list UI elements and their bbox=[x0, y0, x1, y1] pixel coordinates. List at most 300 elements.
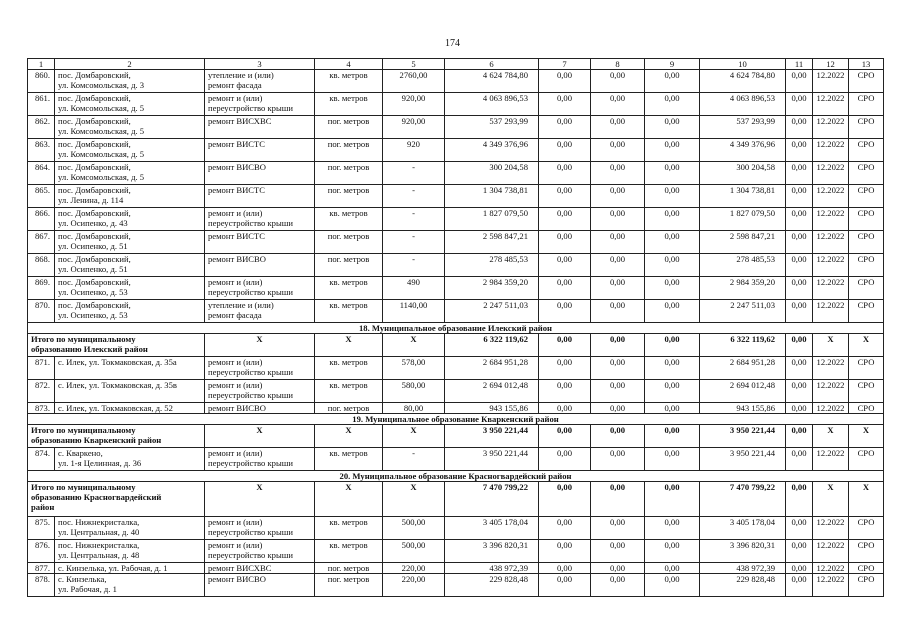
work-line: переустройство крыши bbox=[208, 367, 293, 377]
work-line: ремонт и (или) bbox=[208, 448, 263, 458]
funding-cell: 300 204,58 bbox=[700, 162, 786, 185]
funding-cell: 4 349 376,96 bbox=[700, 139, 786, 162]
cost-total-cell: 4 349 376,96 bbox=[445, 139, 539, 162]
unit-cell: кв. метров bbox=[315, 380, 383, 403]
work-line: переустройство крыши bbox=[208, 287, 293, 297]
work-line: ремонт и (или) bbox=[208, 380, 263, 390]
value-cell: 0,00 bbox=[645, 231, 700, 254]
deadline-cell: X bbox=[813, 334, 849, 357]
deadline-cell: 12.2022 bbox=[813, 448, 849, 471]
table-row bbox=[28, 540, 884, 563]
cost-total-cell: 2 247 511,03 bbox=[445, 300, 539, 323]
cost-total-cell: 2 684 951,28 bbox=[445, 357, 539, 380]
value-cell: 0,00 bbox=[539, 185, 591, 208]
unit-cell: пог. метров bbox=[315, 185, 383, 208]
value-cell: 0,00 bbox=[786, 380, 813, 403]
quantity-cell: 490 bbox=[383, 277, 445, 300]
value-cell: 0,00 bbox=[786, 482, 813, 517]
value-cell: 0,00 bbox=[539, 403, 591, 414]
addr-line: с. Илек, ул. Токмаковская, д. 52 bbox=[58, 403, 173, 413]
value-cell: 0,00 bbox=[645, 425, 700, 448]
work-line: переустройство крыши bbox=[208, 550, 293, 560]
work-type-cell bbox=[205, 540, 315, 563]
cost-total-cell: 3 950 221,44 bbox=[445, 448, 539, 471]
value-cell: 0,00 bbox=[645, 208, 700, 231]
deadline-cell: 12.2022 bbox=[813, 403, 849, 414]
value-cell: 0,00 bbox=[591, 517, 645, 540]
work-line: ремонт и (или) bbox=[208, 208, 263, 218]
subtotal-row bbox=[28, 482, 884, 517]
cost-total-cell: 6 322 119,62 bbox=[445, 334, 539, 357]
item-number: 863. bbox=[28, 139, 55, 162]
value-cell: 0,00 bbox=[539, 540, 591, 563]
contractor-cell: X bbox=[849, 334, 884, 357]
addr-line: пос. Домбаровский, bbox=[58, 185, 131, 195]
contractor-cell: X bbox=[849, 425, 884, 448]
addr-line: ул. Центральная, д. 48 bbox=[58, 550, 140, 560]
quantity-cell: X bbox=[383, 482, 445, 517]
address-cell bbox=[55, 70, 205, 93]
funding-cell: 2 247 511,03 bbox=[700, 300, 786, 323]
addr-line: Итого по муниципальному bbox=[31, 425, 136, 435]
table-row bbox=[28, 517, 884, 540]
header-cell: 4 bbox=[315, 59, 383, 70]
work-type-cell bbox=[205, 334, 315, 357]
work-line: ремонт ВИСВО bbox=[208, 403, 266, 413]
work-line: ремонт фасада bbox=[208, 310, 262, 320]
work-type-cell bbox=[205, 517, 315, 540]
addr-line: пос. Домбаровский, bbox=[58, 277, 131, 287]
value-cell: 0,00 bbox=[591, 185, 645, 208]
deadline-cell: 12.2022 bbox=[813, 139, 849, 162]
header-cell: 9 bbox=[645, 59, 700, 70]
item-number: 877. bbox=[28, 563, 55, 574]
work-type-cell bbox=[205, 380, 315, 403]
addr-line: пос. Домбаровский, bbox=[58, 208, 131, 218]
unit-cell: пог. метров bbox=[315, 139, 383, 162]
subtotal-label bbox=[28, 425, 205, 448]
address-cell bbox=[55, 300, 205, 323]
addr-line: пос. Домбаровский, bbox=[58, 116, 131, 126]
funding-cell: 1 304 738,81 bbox=[700, 185, 786, 208]
value-cell: 0,00 bbox=[786, 70, 813, 93]
contractor-cell: СРО bbox=[849, 357, 884, 380]
work-type-cell bbox=[205, 574, 315, 597]
work-type-cell bbox=[205, 208, 315, 231]
addr-line: ул. Осипенко, д. 53 bbox=[58, 310, 128, 320]
quantity-cell: - bbox=[383, 448, 445, 471]
address-cell bbox=[55, 403, 205, 414]
addr-line: с. Кваркено, bbox=[58, 448, 103, 458]
work-type-cell bbox=[205, 563, 315, 574]
addr-line: ул. Осипенко, д. 51 bbox=[58, 241, 128, 251]
item-number: 878. bbox=[28, 574, 55, 597]
item-number: 862. bbox=[28, 116, 55, 139]
address-cell bbox=[55, 208, 205, 231]
unit-cell: пог. метров bbox=[315, 231, 383, 254]
value-cell: 0,00 bbox=[591, 162, 645, 185]
table-row bbox=[28, 403, 884, 414]
addr-line: образованию Кваркенский район bbox=[31, 435, 162, 445]
value-cell: 0,00 bbox=[591, 574, 645, 597]
deadline-cell: 12.2022 bbox=[813, 574, 849, 597]
cost-total-cell: 2 984 359,20 bbox=[445, 277, 539, 300]
table-row bbox=[28, 357, 884, 380]
addr-line: ул. Рабочая, д. 1 bbox=[58, 584, 117, 594]
value-cell: 0,00 bbox=[645, 380, 700, 403]
quantity-cell: 500,00 bbox=[383, 540, 445, 563]
value-cell: 0,00 bbox=[786, 563, 813, 574]
value-cell: 0,00 bbox=[645, 334, 700, 357]
address-cell bbox=[55, 574, 205, 597]
cost-total-cell: 4 624 784,80 bbox=[445, 70, 539, 93]
addr-line: пос. Домбаровский, bbox=[58, 139, 131, 149]
cost-total-cell: 3 950 221,44 bbox=[445, 425, 539, 448]
addr-line: пос. Домбаровский, bbox=[58, 300, 131, 310]
value-cell: 0,00 bbox=[786, 93, 813, 116]
quantity-cell: 1140,00 bbox=[383, 300, 445, 323]
deadline-cell: X bbox=[813, 482, 849, 517]
item-number: 867. bbox=[28, 231, 55, 254]
value-cell: 0,00 bbox=[645, 277, 700, 300]
cost-total-cell: 2 598 847,21 bbox=[445, 231, 539, 254]
contractor-cell: СРО bbox=[849, 517, 884, 540]
header-cell: 8 bbox=[591, 59, 645, 70]
address-cell bbox=[55, 254, 205, 277]
value-cell: 0,00 bbox=[645, 185, 700, 208]
address-cell bbox=[55, 277, 205, 300]
contractor-cell: СРО bbox=[849, 208, 884, 231]
value-cell: 0,00 bbox=[591, 563, 645, 574]
value-cell: 0,00 bbox=[539, 357, 591, 380]
value-cell: 0,00 bbox=[786, 448, 813, 471]
header-cell: 3 bbox=[205, 59, 315, 70]
deadline-cell: 12.2022 bbox=[813, 277, 849, 300]
funding-cell: 278 485,53 bbox=[700, 254, 786, 277]
addr-line: ул. Комсомольская, д. 3 bbox=[58, 80, 145, 90]
item-number: 868. bbox=[28, 254, 55, 277]
addr-line: пос. Нижнекристалка, bbox=[58, 517, 140, 527]
work-type-cell bbox=[205, 185, 315, 208]
value-cell: 0,00 bbox=[539, 277, 591, 300]
value-cell: 0,00 bbox=[539, 448, 591, 471]
work-line: X bbox=[256, 425, 263, 435]
work-line: переустройство крыши bbox=[208, 527, 293, 537]
item-number: 873. bbox=[28, 403, 55, 414]
deadline-cell: 12.2022 bbox=[813, 70, 849, 93]
funding-cell: 2 694 012,48 bbox=[700, 380, 786, 403]
work-type-cell bbox=[205, 277, 315, 300]
value-cell: 0,00 bbox=[645, 70, 700, 93]
work-type-cell bbox=[205, 357, 315, 380]
table-row bbox=[28, 139, 884, 162]
unit-cell: пог. метров bbox=[315, 162, 383, 185]
work-type-cell bbox=[205, 93, 315, 116]
cost-total-cell: 229 828,48 bbox=[445, 574, 539, 597]
item-number: 870. bbox=[28, 300, 55, 323]
quantity-cell: - bbox=[383, 254, 445, 277]
deadline-cell: 12.2022 bbox=[813, 540, 849, 563]
cost-total-cell: 1 304 738,81 bbox=[445, 185, 539, 208]
deadline-cell: X bbox=[813, 425, 849, 448]
unit-cell: кв. метров bbox=[315, 70, 383, 93]
value-cell: 0,00 bbox=[645, 482, 700, 517]
header-cell: 11 bbox=[786, 59, 813, 70]
cost-total-cell: 4 063 896,53 bbox=[445, 93, 539, 116]
deadline-cell: 12.2022 bbox=[813, 162, 849, 185]
value-cell: 0,00 bbox=[786, 208, 813, 231]
value-cell: 0,00 bbox=[591, 425, 645, 448]
addr-line: ул. Ленина, д. 114 bbox=[58, 195, 124, 205]
value-cell: 0,00 bbox=[539, 231, 591, 254]
value-cell: 0,00 bbox=[645, 93, 700, 116]
unit-cell: X bbox=[315, 482, 383, 517]
quantity-cell: - bbox=[383, 162, 445, 185]
deadline-cell: 12.2022 bbox=[813, 208, 849, 231]
work-type-cell bbox=[205, 162, 315, 185]
value-cell: 0,00 bbox=[539, 254, 591, 277]
addr-line: Итого по муниципальному bbox=[31, 334, 136, 344]
quantity-cell: 578,00 bbox=[383, 357, 445, 380]
value-cell: 0,00 bbox=[539, 162, 591, 185]
address-cell bbox=[55, 116, 205, 139]
funding-cell: 438 972,39 bbox=[700, 563, 786, 574]
funding-cell: 3 396 820,31 bbox=[700, 540, 786, 563]
work-type-cell bbox=[205, 70, 315, 93]
unit-cell: кв. метров bbox=[315, 300, 383, 323]
value-cell: 0,00 bbox=[539, 70, 591, 93]
work-line: ремонт ВИСВО bbox=[208, 254, 266, 264]
addr-line: пос. Домбаровский, bbox=[58, 254, 131, 264]
funding-cell: 1 827 079,50 bbox=[700, 208, 786, 231]
table-row bbox=[28, 116, 884, 139]
value-cell: 0,00 bbox=[645, 357, 700, 380]
table-row bbox=[28, 185, 884, 208]
value-cell: 0,00 bbox=[539, 334, 591, 357]
unit-cell: X bbox=[315, 425, 383, 448]
value-cell: 0,00 bbox=[786, 139, 813, 162]
item-number: 875. bbox=[28, 517, 55, 540]
value-cell: 0,00 bbox=[786, 334, 813, 357]
addr-line: пос. Нижнекристалка, bbox=[58, 540, 140, 550]
item-number: 874. bbox=[28, 448, 55, 471]
value-cell: 0,00 bbox=[645, 403, 700, 414]
funding-cell: 7 470 799,22 bbox=[700, 482, 786, 517]
work-line: ремонт ВИСТС bbox=[208, 185, 266, 195]
subtotal-label bbox=[28, 482, 205, 517]
work-type-cell bbox=[205, 448, 315, 471]
cost-total-cell: 3 405 178,04 bbox=[445, 517, 539, 540]
work-line: переустройство крыши bbox=[208, 458, 293, 468]
header-cell: 2 bbox=[55, 59, 205, 70]
cost-total-cell: 438 972,39 bbox=[445, 563, 539, 574]
deadline-cell: 12.2022 bbox=[813, 116, 849, 139]
addr-line: с. Илек, ул. Токмаковская, д. 35в bbox=[58, 380, 177, 390]
cost-total-cell: 537 293,99 bbox=[445, 116, 539, 139]
table-row bbox=[28, 162, 884, 185]
value-cell: 0,00 bbox=[645, 162, 700, 185]
value-cell: 0,00 bbox=[786, 540, 813, 563]
cost-total-cell: 1 827 079,50 bbox=[445, 208, 539, 231]
value-cell: 0,00 bbox=[645, 254, 700, 277]
deadline-cell: 12.2022 bbox=[813, 380, 849, 403]
table-row bbox=[28, 380, 884, 403]
item-number: 866. bbox=[28, 208, 55, 231]
contractor-cell: СРО bbox=[849, 162, 884, 185]
table-row bbox=[28, 93, 884, 116]
table-row bbox=[28, 231, 884, 254]
unit-cell: X bbox=[315, 334, 383, 357]
addr-line: ул. Центральная, д. 40 bbox=[58, 527, 140, 537]
contractor-cell: СРО bbox=[849, 563, 884, 574]
value-cell: 0,00 bbox=[786, 185, 813, 208]
item-number: 872. bbox=[28, 380, 55, 403]
table-row bbox=[28, 448, 884, 471]
table-row bbox=[28, 300, 884, 323]
quantity-cell: X bbox=[383, 425, 445, 448]
quantity-cell: 2760,00 bbox=[383, 70, 445, 93]
addr-line: с. Кинзелька, ул. Рабочая, д. 1 bbox=[58, 563, 168, 573]
header-cell: 10 bbox=[700, 59, 786, 70]
value-cell: 0,00 bbox=[591, 139, 645, 162]
value-cell: 0,00 bbox=[786, 425, 813, 448]
funding-cell: 2 598 847,21 bbox=[700, 231, 786, 254]
work-line: X bbox=[256, 334, 263, 344]
page-number: 174 bbox=[445, 38, 460, 49]
quantity-cell: 580,00 bbox=[383, 380, 445, 403]
quantity-cell: - bbox=[383, 185, 445, 208]
header-cell: 7 bbox=[539, 59, 591, 70]
subtotal-row bbox=[28, 425, 884, 448]
contractor-cell: СРО bbox=[849, 231, 884, 254]
deadline-cell: 12.2022 bbox=[813, 300, 849, 323]
addr-line: с. Кинзелька, bbox=[58, 574, 107, 584]
quantity-cell: 80,00 bbox=[383, 403, 445, 414]
value-cell: 0,00 bbox=[645, 563, 700, 574]
work-type-cell bbox=[205, 482, 315, 517]
value-cell: 0,00 bbox=[591, 540, 645, 563]
address-cell bbox=[55, 517, 205, 540]
value-cell: 0,00 bbox=[539, 563, 591, 574]
work-line: ремонт ВИСВО bbox=[208, 162, 266, 172]
header-cell: 1 bbox=[28, 59, 55, 70]
address-cell bbox=[55, 93, 205, 116]
capital-repair-table bbox=[27, 58, 884, 597]
cost-total-cell: 7 470 799,22 bbox=[445, 482, 539, 517]
addr-line: образованию Красногвардейский bbox=[31, 492, 162, 502]
addr-line: ул. Осипенко, д. 43 bbox=[58, 218, 128, 228]
header-cell: 6 bbox=[445, 59, 539, 70]
deadline-cell: 12.2022 bbox=[813, 254, 849, 277]
work-line: ремонт и (или) bbox=[208, 357, 263, 367]
address-cell bbox=[55, 540, 205, 563]
work-line: ремонт ВИСХВС bbox=[208, 116, 272, 126]
value-cell: 0,00 bbox=[591, 93, 645, 116]
work-type-cell bbox=[205, 254, 315, 277]
unit-cell: кв. метров bbox=[315, 277, 383, 300]
deadline-cell: 12.2022 bbox=[813, 93, 849, 116]
addr-line: образованию Илекский район bbox=[31, 344, 148, 354]
funding-cell: 4 624 784,80 bbox=[700, 70, 786, 93]
item-number: 869. bbox=[28, 277, 55, 300]
address-cell bbox=[55, 139, 205, 162]
deadline-cell: 12.2022 bbox=[813, 517, 849, 540]
value-cell: 0,00 bbox=[591, 70, 645, 93]
quantity-cell: 220,00 bbox=[383, 574, 445, 597]
work-type-cell bbox=[205, 139, 315, 162]
unit-cell: пог. метров bbox=[315, 563, 383, 574]
quantity-cell: X bbox=[383, 334, 445, 357]
contractor-cell: СРО bbox=[849, 70, 884, 93]
addr-line: ул. Комсомольская, д. 5 bbox=[58, 172, 145, 182]
work-line: ремонт ВИСХВС bbox=[208, 563, 272, 573]
contractor-cell: СРО bbox=[849, 254, 884, 277]
table-row bbox=[28, 563, 884, 574]
work-line: ремонт и (или) bbox=[208, 517, 263, 527]
funding-cell: 2 984 359,20 bbox=[700, 277, 786, 300]
quantity-cell: 920 bbox=[383, 139, 445, 162]
work-line: ремонт ВИСТС bbox=[208, 139, 266, 149]
addr-line: Итого по муниципальному bbox=[31, 482, 136, 492]
value-cell: 0,00 bbox=[786, 231, 813, 254]
work-line: ремонт и (или) bbox=[208, 540, 263, 550]
subtotal-label bbox=[28, 334, 205, 357]
value-cell: 0,00 bbox=[591, 254, 645, 277]
work-line: ремонт фасада bbox=[208, 80, 262, 90]
value-cell: 0,00 bbox=[539, 425, 591, 448]
work-type-cell bbox=[205, 425, 315, 448]
work-line: ремонт ВИСТС bbox=[208, 231, 266, 241]
address-cell bbox=[55, 231, 205, 254]
value-cell: 0,00 bbox=[786, 116, 813, 139]
contractor-cell: СРО bbox=[849, 93, 884, 116]
unit-cell: кв. метров bbox=[315, 208, 383, 231]
contractor-cell: СРО bbox=[849, 185, 884, 208]
contractor-cell: X bbox=[849, 482, 884, 517]
quantity-cell: - bbox=[383, 208, 445, 231]
value-cell: 0,00 bbox=[591, 448, 645, 471]
addr-line: пос. Домбаровский, bbox=[58, 93, 131, 103]
item-number: 871. bbox=[28, 357, 55, 380]
addr-line: ул. Комсомольская, д. 5 bbox=[58, 103, 145, 113]
cost-total-cell: 2 694 012,48 bbox=[445, 380, 539, 403]
work-line: ремонт и (или) bbox=[208, 277, 263, 287]
funding-cell: 6 322 119,62 bbox=[700, 334, 786, 357]
work-line: ремонт ВИСВО bbox=[208, 574, 266, 584]
value-cell: 0,00 bbox=[539, 300, 591, 323]
value-cell: 0,00 bbox=[591, 380, 645, 403]
address-cell bbox=[55, 162, 205, 185]
value-cell: 0,00 bbox=[645, 448, 700, 471]
addr-line: пос. Домбаровский, bbox=[58, 231, 131, 241]
quantity-cell: 220,00 bbox=[383, 563, 445, 574]
addr-line: ул. Осипенко, д. 51 bbox=[58, 264, 128, 274]
value-cell: 0,00 bbox=[591, 231, 645, 254]
addr-line: пос. Домбаровский, bbox=[58, 70, 131, 80]
funding-cell: 537 293,99 bbox=[700, 116, 786, 139]
value-cell: 0,00 bbox=[645, 540, 700, 563]
value-cell: 0,00 bbox=[645, 300, 700, 323]
addr-line: ул. 1-я Целинная, д. 36 bbox=[58, 458, 142, 468]
value-cell: 0,00 bbox=[645, 574, 700, 597]
section-heading-row bbox=[28, 414, 884, 425]
funding-cell: 229 828,48 bbox=[700, 574, 786, 597]
addr-line: ул. Комсомольская, д. 5 bbox=[58, 126, 145, 136]
addr-line: район bbox=[31, 502, 55, 512]
unit-cell: кв. метров bbox=[315, 517, 383, 540]
addr-line: с. Илек, ул. Токмаковская, д. 35а bbox=[58, 357, 177, 367]
value-cell: 0,00 bbox=[786, 357, 813, 380]
